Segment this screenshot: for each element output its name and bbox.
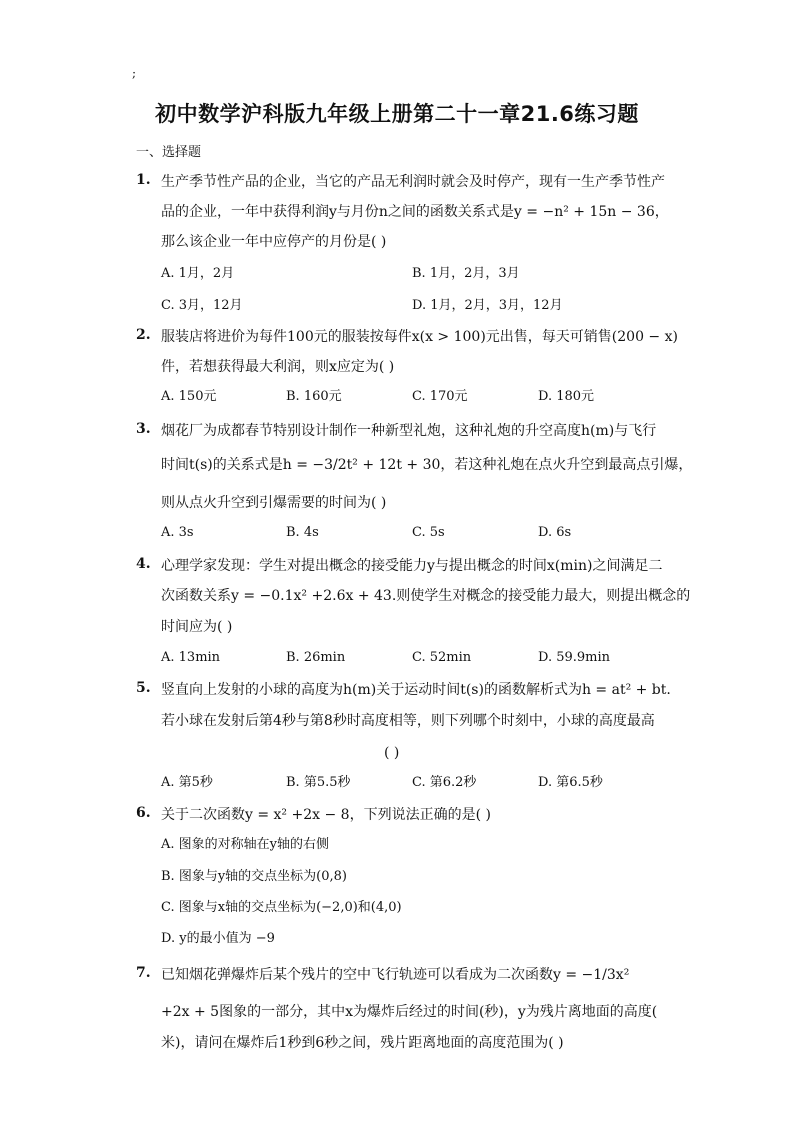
question-line: +2x + 5图象的一部分，其中x为爆炸后经过的时间(秒)，y为残片离地面的高度( [161,1004,658,1020]
question-number: 5. [136,680,151,696]
section-heading: 一、选择题 [136,145,202,160]
option-c[interactable]: C. 图象与x轴的交点坐标为(−2,0)和(4,0) [161,900,402,915]
question-line: 则从点火升空到引爆需要的时间为( ) [161,495,387,511]
question-line: 次函数关系y = −0.1x² +2.6x + 43.则使学生对概念的接受能力最大，则提出概念的 [161,588,691,604]
option-a[interactable]: A. 3s [161,525,194,540]
option-d[interactable]: D. 59.9min [538,650,611,665]
option-c[interactable]: C. 170元 [412,389,468,404]
question-line: 米)，请问在爆炸后1秒到6秒之间，残片距离地面的高度范围为( ) [161,1035,564,1051]
question-number: 4. [136,556,151,572]
option-b[interactable]: B. 图象与y轴的交点坐标为(0,8) [161,869,347,884]
question-number: 1. [136,172,151,188]
stray-mark: ; [132,66,137,80]
question-line: 心理学家发现：学生对提出概念的接受能力y与提出概念的时间x(min)之间满足二 [161,558,663,574]
question-line: 若小球在发射后第4秒与第8秒时高度相等，则下列哪个时刻中，小球的高度最高 [161,713,655,729]
question-number: 3. [136,421,151,437]
question-line: 时间应为( ) [161,619,233,635]
option-c[interactable]: C. 5s [412,525,445,540]
question-line: 那么该企业一年中应停产的月份是( ) [161,234,387,250]
option-b[interactable]: B. 26min [286,650,346,665]
question-line: 已知烟花弹爆炸后某个残片的空中飞行轨迹可以看成为二次函数y = −1/3x² [161,967,630,983]
option-d[interactable]: D. 第6.5秒 [538,775,603,790]
option-d[interactable]: D. y的最小值为 −9 [161,931,275,946]
option-a[interactable]: A. 13min [161,650,221,665]
option-a[interactable]: A. 1月，2月 [161,266,235,281]
option-b[interactable]: B. 1月，2月，3月 [412,266,520,281]
option-a[interactable]: A. 第5秒 [161,775,213,790]
option-b[interactable]: B. 160元 [286,389,342,404]
option-b[interactable]: B. 4s [286,525,319,540]
option-a[interactable]: A. 150元 [161,389,217,404]
question-line: 服装店将进价为每件100元的服装按每件x(x > 100)元出售，每天可销售(200 − x) [161,329,678,345]
question-number: 6. [136,805,151,821]
option-c[interactable]: C. 52min [412,650,472,665]
option-a[interactable]: A. 图象的对称轴在y轴的右侧 [161,837,329,852]
question-number: 7. [136,965,151,981]
option-d[interactable]: D. 1月，2月，3月，12月 [412,298,563,313]
question-line: ( ) [384,745,400,761]
question-line: 竖直向上发射的小球的高度为h(m)关于运动时间t(s)的函数解析式为h = at² + bt. [161,682,671,698]
question-number: 2. [136,327,151,343]
question-line: 关于二次函数y = x² +2x − 8，下列说法正确的是( ) [161,807,491,823]
option-c[interactable]: C. 3月，12月 [161,298,243,313]
option-d[interactable]: D. 6s [538,525,572,540]
question-line: 时间t(s)的关系式是h = −3/2t² + 12t + 30，若这种礼炮在点火升空到最高点引爆， [161,457,693,473]
page-title: 初中数学沪科版九年级上册第二十一章21.6练习题 [155,102,639,126]
question-line: 件，若想获得最大利润，则x应定为( ) [161,359,395,375]
question-line: 烟花厂为成都春节特别设计制作一种新型礼炮，这种礼炮的升空高度h(m)与飞行 [161,423,657,439]
option-b[interactable]: B. 第5.5秒 [286,775,351,790]
option-d[interactable]: D. 180元 [538,389,595,404]
question-line: 生产季节性产品的企业，当它的产品无利润时就会及时停产，现有一生产季节性产 [161,174,665,190]
question-line: 品的企业，一年中获得利润y与月份n之间的函数关系式是y = −n² + 15n − 36， [161,204,669,220]
option-c[interactable]: C. 第6.2秒 [412,775,477,790]
